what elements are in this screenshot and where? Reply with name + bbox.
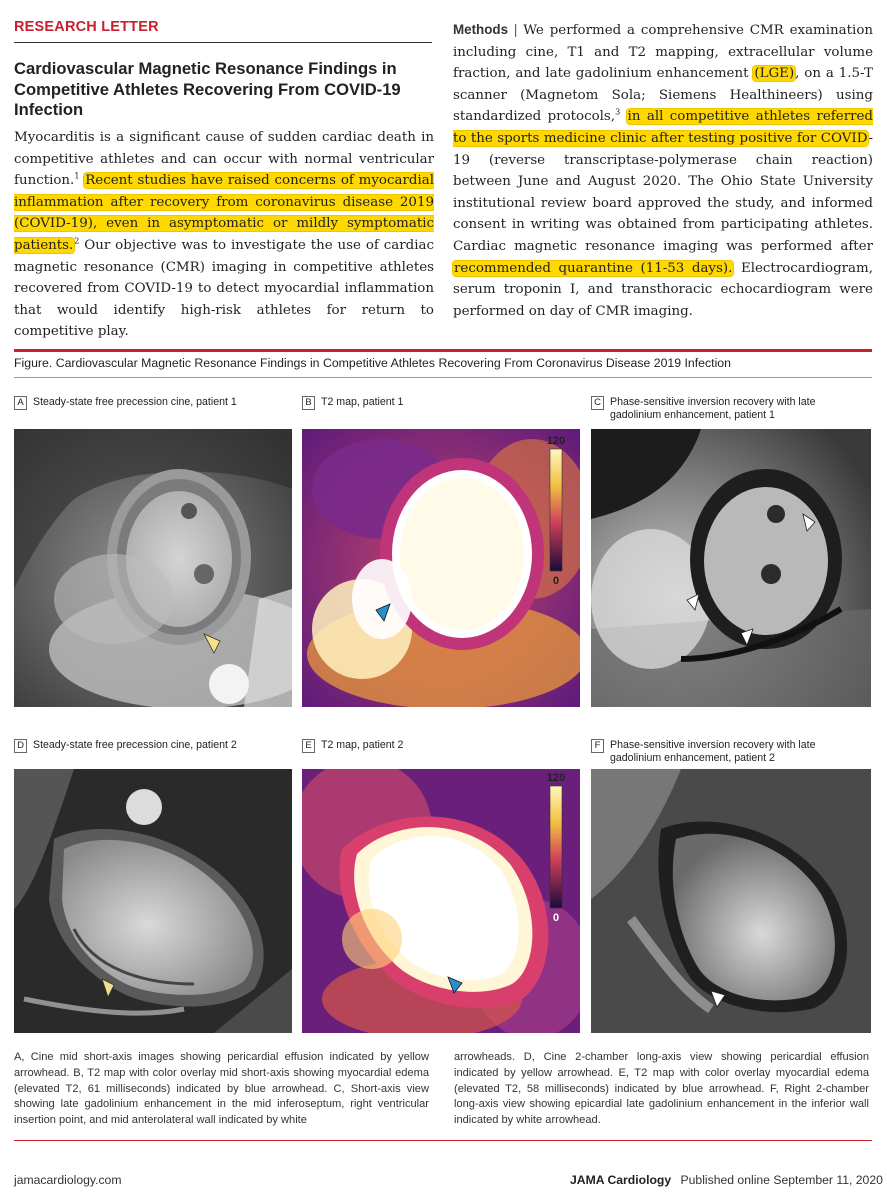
colorbar-max-label: 120 (546, 772, 566, 784)
methods-separator: | (513, 22, 518, 37)
footer-journal: JAMA Cardiology (570, 1173, 672, 1187)
footer-published: Published online September 11, 2020 (680, 1173, 883, 1187)
panel-a-header (14, 396, 294, 410)
panel-a-image (14, 429, 292, 707)
intro-paragraph (14, 127, 434, 343)
legend-left: A, Cine mid short-axis images showing pericardial effusion indicated by yellow arrowhead. B, T2 map with color overlay mid short-axis showing myocardial edema (elevated T2, 61 milliseconds) indicated by blue arrowhead. C, Short-axis view showing late gadolinium enhancement in the mid inferoseptum, right ventricular insertion point, and mid anterolateral wall indicated by white (14, 1051, 429, 1127)
colorbar-min-label: 0 (552, 575, 560, 587)
methods-text-1: We performed a comprehensive CMR examination including cine, T1 and T2 mapping, extracellular volume fraction, and late gadolinium enhancement (453, 23, 873, 82)
panel-e-caption: T2 map, patient 2 (321, 739, 404, 751)
panel-c-header (591, 396, 871, 422)
intro-text-2: Our objective was to investigate the use of cardiac magnetic resonance (CMR) imaging in competitive athletes recovered from COVID-19 to detect myocardial inflammation that would identify high-risk athletes for return to competitive play. (14, 237, 434, 340)
intro-text-1: Myocarditis is a significant cause of sudden cardiac death in competitive athletes and can occur with normal ventricular function. (14, 130, 434, 189)
panel-b-caption: T2 map, patient 1 (321, 396, 404, 408)
panel-d-caption: Steady-state free precession cine, patient 2 (33, 739, 237, 751)
panel-e-image (302, 769, 580, 1033)
panel-e-header (302, 739, 582, 753)
highlight-quarantine: recommended quarantine (11-53 days). (454, 260, 733, 276)
article-title: Cardiovascular Magnetic Resonance Findings in Competitive Athletes Recovering From COVID-19 Infection (14, 59, 401, 120)
panel-a-tag: A (14, 396, 27, 410)
panel-c-caption: Phase-sensitive inversion recovery with late gadolinium enhancement, patient 1 (610, 396, 816, 421)
footer-site[interactable]: jamacardiology.com (14, 1173, 122, 1187)
methods-text-4: Electrocardiogram, serum troponin I, and transthoracic echocardiogram were performed on day of CMR imaging. (453, 260, 873, 319)
highlight-lge: (LGE) (754, 66, 795, 82)
section-label: RESEARCH LETTER (14, 19, 159, 35)
methods-paragraph (453, 19, 873, 322)
figure-title: Figure. Cardiovascular Magnetic Resonance Findings in Competitive Athletes Recovering From Coronavirus Disease 2019 Infection (14, 356, 731, 370)
ref-3: 3 (615, 107, 621, 117)
panel-b-image (302, 429, 580, 707)
ref-1: 1 (74, 171, 80, 181)
figure-title-rule (14, 377, 872, 378)
panel-f-caption: Phase-sensitive inversion recovery with late gadolinium enhancement, patient 2 (610, 739, 816, 764)
legend-right: arrowheads. D, Cine 2-chamber long-axis view showing pericardial effusion indicated by yellow arrowhead. E, T2 map with color overlay myocardial edema (elevated T2, 58 milliseconds) indicated by blue arrowhead. F, Right 2-chamber long-axis view showing epicardial late gadolinium enhancement in the inferior wall indicated by white arrowhead. (454, 1051, 869, 1127)
panel-a-caption: Steady-state free precession cine, patient 1 (33, 396, 237, 408)
panel-f-tag: F (591, 739, 604, 753)
panel-e-tag: E (302, 739, 315, 753)
ref-2: 2 (74, 236, 80, 246)
highlight-athletes: in all competitive athletes referred to the sports medicine clinic after testing positive for COVID (453, 109, 873, 146)
methods-text-2: , on a 1.5-T scanner (Magnetom Sola; Siemens Healthineers) using standardized protocols, (453, 66, 873, 125)
colorbar-max-label: 120 (546, 435, 566, 447)
panel-f-header (591, 739, 871, 765)
panel-d-tag: D (14, 739, 27, 753)
footer-publication (570, 1173, 883, 1187)
figure-top-rule (14, 349, 872, 352)
panel-f-image (591, 769, 871, 1033)
figure-bottom-rule (14, 1140, 872, 1141)
header-rule (14, 42, 432, 43)
colorbar-min-label: 0 (552, 912, 560, 924)
methods-heading: Methods (453, 22, 509, 37)
methods-text-3: -19 (reverse transcriptase-polymerase chain reaction) between June and August 2020. The Ohio State University institutional review board approved the study, and informed consent in writing was obtained from participating athletes. Cardiac magnetic resonance imaging was performed after (453, 130, 873, 254)
panel-c-tag: C (591, 396, 604, 410)
figure-legend (14, 1050, 872, 1135)
panel-b-tag: B (302, 396, 315, 410)
panel-d-header (14, 739, 294, 753)
panel-b-header (302, 396, 582, 410)
panel-c-image (591, 429, 871, 707)
intro-highlight: Recent studies have raised concerns of myocardial inflammation after recovery from coronavirus disease 2019 (COVID-19), even in asymptomatic or mildly symptomatic patients. (14, 173, 434, 253)
panel-d-image (14, 769, 292, 1033)
